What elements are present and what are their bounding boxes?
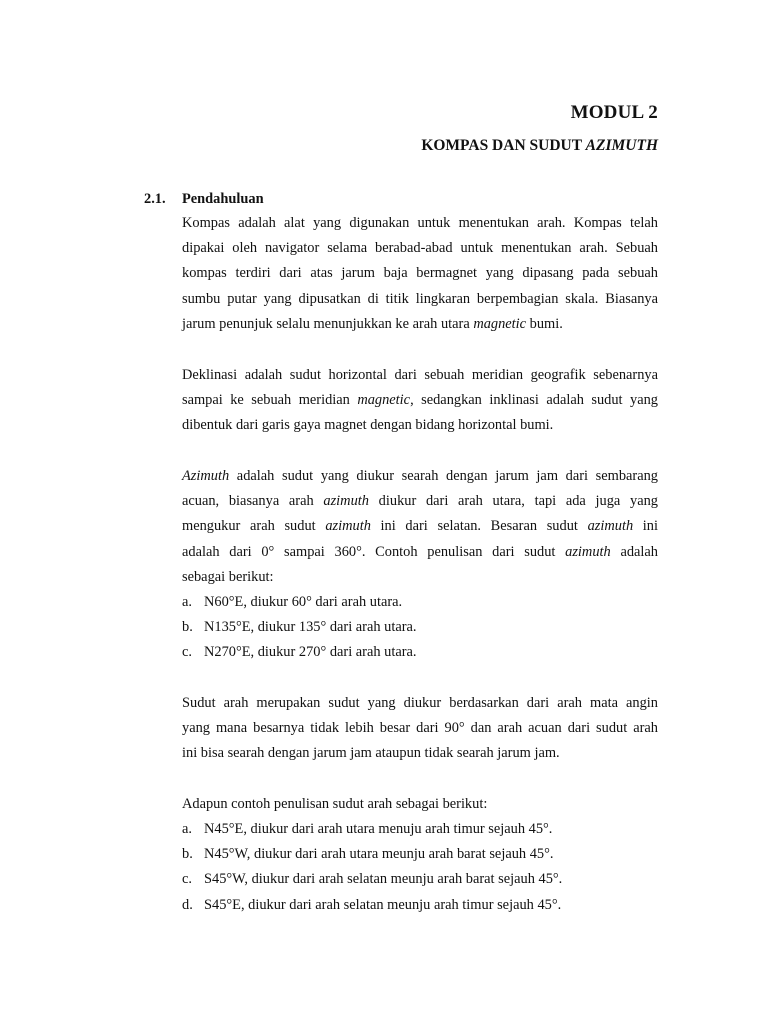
paragraph-2 — [182, 363, 658, 439]
list-item — [182, 893, 662, 918]
text-run: adalah — [610, 543, 658, 560]
text-run-italic: azimuth — [587, 518, 634, 535]
list-item-text: N135°E, diukur 135° dari arah utara. — [204, 619, 417, 636]
paragraph-line — [182, 312, 658, 337]
paragraph-line — [182, 514, 658, 539]
list-item-text: S45°W, diukur dari arah selatan meunju arah barat sejauh 45°. — [204, 871, 563, 888]
paragraph-line: sumbu putar yang dipusatkan di titik lingkaran berpembagian skala. Biasanya — [182, 290, 658, 307]
module-title: MODUL 2 — [570, 102, 658, 123]
bearing-example-list — [182, 817, 662, 918]
text-run-italic: magnetic — [357, 392, 411, 409]
text-run-italic: magnetic — [473, 315, 527, 332]
paragraph-line: dipakai oleh navigator selama berabad-abad untuk menentukan arah. Sebuah — [182, 240, 658, 257]
paragraph-line: Deklinasi adalah sudut horizontal dari sebuah meridian geografik sebenarnya — [182, 367, 658, 383]
text-run-italic: azimuth — [565, 543, 611, 560]
list-item-text: S45°E, diukur dari arah selatan meunju arah timur sejauh 45°. — [204, 896, 562, 913]
paragraph-line: Kompas adalah alat yang digunakan untuk menentukan arah. Kompas telah — [182, 215, 658, 231]
list-marker: c. — [182, 871, 192, 888]
paragraph-line: yang mana besarnya tidak lebih besar dari 90° dan arah acuan dari sudut arah — [182, 720, 658, 737]
list-item — [182, 590, 662, 615]
list-item-text: N60°E, diukur 60° dari arah utara. — [204, 594, 403, 610]
paragraph-line — [182, 388, 658, 413]
list-item-text: N45°W, diukur dari arah utara meunju arah barat sejauh 45°. — [204, 846, 554, 863]
text-run: ini — [633, 518, 659, 535]
paragraph-line: ini bisa searah dengan jarum jam ataupun tidak searah jarum jam. — [182, 745, 560, 762]
paragraph-line: Sudut arah merupakan sudut yang diukur berdasarkan dari arah mata angin — [182, 695, 658, 711]
section-heading: Pendahuluan — [182, 191, 264, 207]
paragraph-line: sebagai berikut: — [182, 568, 274, 585]
paragraph-line: dibentuk dari garis gaya magnet dengan bidang horizontal bumi. — [182, 417, 554, 434]
text-run: mengukur arah sudut — [182, 518, 326, 535]
list-item — [182, 817, 662, 842]
module-subtitle-plain: KOMPAS DAN SUDUT — [421, 137, 586, 154]
paragraph-line — [182, 464, 658, 489]
list-marker: b. — [182, 619, 193, 636]
list-marker: c. — [182, 644, 192, 661]
list-item-text: N270°E, diukur 270° dari arah utara. — [204, 644, 417, 661]
list-item-text: N45°E, diukur dari arah utara menuju arah timur sejauh 45°. — [204, 821, 553, 837]
list-marker: b. — [182, 846, 193, 863]
list-marker: a. — [182, 594, 192, 610]
paragraph-line — [182, 489, 658, 514]
list-item — [182, 867, 662, 892]
text-run-italic: Azimuth — [182, 468, 230, 484]
text-run: diukur dari arah utara, tapi ada juga yang — [368, 493, 658, 510]
module-subtitle — [421, 137, 658, 155]
text-run: acuan, biasanya arah — [182, 493, 324, 510]
text-run-italic: azimuth — [323, 493, 369, 510]
text-run: adalah dari 0° sampai 360°. Contoh penulisan dari sudut — [182, 543, 566, 560]
paragraph-line — [182, 540, 658, 565]
paragraph-3 — [182, 464, 658, 590]
text-run: jarum penunjuk selalu menunjukkan ke arah utara — [182, 315, 474, 332]
module-subtitle-italic: AZIMUTH — [585, 137, 658, 154]
list-marker: a. — [182, 821, 192, 837]
paragraph-1 — [182, 211, 658, 337]
list-item — [182, 842, 662, 867]
text-run: bumi. — [526, 315, 563, 332]
paragraph-line: Adapun contoh penulisan sudut arah sebagai berikut: — [182, 796, 488, 812]
text-run: ini dari selatan. Besaran sudut — [370, 518, 588, 535]
azimuth-example-list — [182, 590, 662, 666]
list-item — [182, 615, 662, 640]
paragraph-4 — [182, 691, 658, 767]
list-marker: d. — [182, 896, 193, 913]
text-run-italic: azimuth — [325, 518, 371, 535]
text-run: adalah sudut yang diukur searah dengan jarum jam dari sembarang — [229, 468, 658, 484]
section-number: 2.1. — [144, 191, 166, 207]
paragraph-5 — [182, 792, 658, 817]
list-item — [182, 640, 662, 665]
text-run: sampai ke sebuah meridian — [182, 392, 358, 409]
text-run: , sedangkan inklinasi adalah sudut yang — [410, 392, 658, 409]
paragraph-line: kompas terdiri dari atas jarum baja bermagnet yang dipasang pada sebuah — [182, 265, 658, 282]
